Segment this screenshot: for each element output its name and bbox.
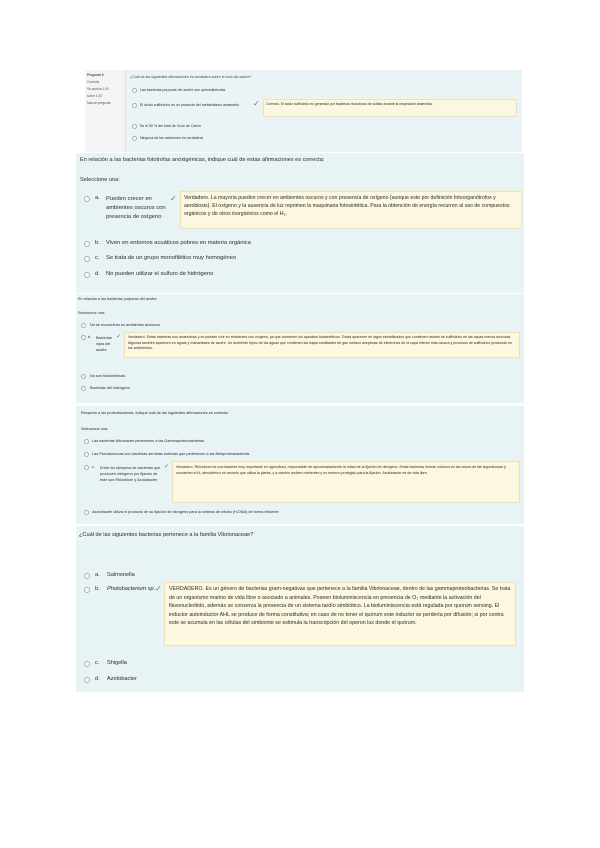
option-letter: b.: [95, 586, 100, 592]
option-b[interactable]: Las Pseudomonas son bacterias aerobias estrictas que pertenecen a las Betaproteobacterias: [92, 452, 250, 456]
feedback-box: [180, 191, 522, 229]
select-label: Seleccione una:: [80, 177, 120, 183]
option-d[interactable]: Azotobacter: [107, 676, 137, 682]
option-d[interactable]: Bacterias del hidrógeno: [90, 386, 130, 390]
option-radio[interactable]: [84, 196, 90, 202]
option-radio[interactable]: [84, 439, 89, 444]
feedback-box: [124, 332, 520, 358]
option-radio[interactable]: [84, 661, 90, 667]
question-info-panel: [85, 70, 126, 152]
option-a[interactable]: Salmonella: [107, 572, 135, 578]
question-prompt: ¿Cuál de las siguientes afirmaciones es verdadera sobre el ciclo del azufre?: [130, 75, 252, 79]
question-prompt: ¿Cuál de las siguientes bacterias pertenece a la familia Vibrionaceae?: [79, 532, 254, 538]
option-radio[interactable]: [132, 124, 137, 129]
option-radio[interactable]: [132, 88, 137, 93]
select-label: Seleccione una:: [81, 427, 109, 431]
feedback-box: [263, 99, 517, 117]
question-score-max: sobre 1,00: [87, 94, 103, 98]
question-block-5: [76, 526, 524, 692]
question-prompt: Respecto a las proteobacterias, indique cuál de las siguientes afirmaciones es correcta:: [81, 411, 229, 415]
option-radio[interactable]: [81, 386, 86, 391]
question-block-1: [85, 70, 522, 152]
question-prompt: En relación a las bacterias fototrofas anoxigénicas, indique cuál de estas afirmaciones es correcta:: [80, 157, 325, 163]
feedback-box: [164, 582, 516, 646]
feedback-text: Correcto. El ácido sulfhídrico es generado por bacterias reductoras de sulfato durante la respiración anaerobia.: [266, 102, 433, 106]
option-radio[interactable]: [84, 452, 89, 457]
option-radio[interactable]: [132, 103, 137, 108]
question-block-3: [76, 294, 524, 403]
option-letter: a.: [95, 572, 100, 578]
option-letter: c.: [95, 255, 100, 261]
feedback-text: Verdadero. La mayoría pueden crecer en ambientes oscuros y con presencia de oxígeno (aunque este por definición fotoorganótrofos y aerobiosis). El oxígeno y la ausencia de luz reprimen la maquinaria fotosintética. Para la obtención de energía recurren al uso de compuestos orgánicos y de otros inorgánicos como el H₂.: [184, 195, 510, 218]
option-d[interactable]: No pueden utilizar el sulfuro de hidrógeno: [106, 271, 214, 277]
correct-check-icon: ✓: [116, 334, 122, 340]
option-b[interactable]: Bacterias rojas del azufre: [96, 336, 112, 352]
option-b[interactable]: Photobacterium sp.: [107, 586, 156, 592]
option-letter: c.: [95, 660, 100, 666]
option-c[interactable]: Entre los ejemplos de bacterias que producen nitrógeno por fijación de este son Rhizobium y Azotobacter: [100, 466, 161, 482]
question-prompt: En relación a las bacterias púrpuras del azufre:: [78, 297, 158, 301]
option-radio[interactable]: [84, 510, 89, 515]
option-radio[interactable]: [84, 587, 90, 593]
option-radio[interactable]: [84, 573, 90, 579]
question-block-2: [76, 153, 524, 293]
option-radio[interactable]: [84, 465, 89, 470]
option-letter: d.: [95, 271, 100, 277]
option-c[interactable]: Se trata de un grupo monofilético muy homogéneo: [106, 255, 237, 261]
question-block-4: [76, 406, 524, 524]
option-c[interactable]: Es el 50 % del total de Ciclo de Calvin: [140, 124, 201, 128]
option-radio[interactable]: [84, 272, 90, 278]
option-a[interactable]: Las bacterias púrpuras del azufre son quimiolitótrofas: [140, 88, 226, 92]
option-letter: b.: [88, 335, 92, 339]
correct-check-icon: ✓: [170, 194, 177, 203]
correct-check-icon: ✓: [155, 584, 162, 593]
option-b[interactable]: Viven en entornos acuáticos pobres en materia orgánica: [106, 240, 251, 246]
correct-check-icon: ✓: [253, 99, 260, 108]
option-radio[interactable]: [81, 374, 86, 379]
feedback-box: [172, 461, 520, 503]
correct-check-icon: ✓: [164, 464, 170, 470]
select-label: Seleccione una:: [78, 311, 106, 315]
option-d[interactable]: Ninguna de las anteriores es verdadera: [140, 136, 203, 140]
option-radio[interactable]: [132, 136, 137, 141]
option-letter: d.: [95, 676, 100, 682]
option-letter: a.: [95, 195, 100, 201]
option-a[interactable]: No se encuentran en ambientes anóxicos: [90, 323, 160, 327]
option-a[interactable]: Pueden crecer en ambientes oscuros con presencia de oxígeno: [106, 196, 166, 220]
option-radio[interactable]: [81, 335, 86, 340]
option-letter: b.: [95, 240, 100, 246]
feedback-text: VERDADERO. Es un género de bacterias gram-negativas que pertenece a la familia Vibrionaceae, dentro de las gammaproteobacterias. Se trata de un organismo marino de vida libre o asociado a animales. Poseen bioluminiscencia en presencia de O₂ mediante la activación del flavonucleótido, además se conserva la presencia de un sistema tardío simbiótico. La bioluminiscencia está regulada por quorum sensing. El inductor autoinductor AHL se produce de forma constitutiva; en caso de no tener el quórum este inductor se perdería por difusión; si por contra este se acumula en las células del simbionte se estimula la transcripción del operon lux donde el quórum.: [169, 586, 511, 627]
option-radio[interactable]: [81, 323, 86, 328]
question-number: Pregunta 8: [87, 73, 104, 77]
option-d[interactable]: Azotobacter utiliza el producto de su fijación de nitrógeno para la síntesis de nitrato (H-DNA) de forma eficiente: [92, 510, 279, 514]
option-c[interactable]: Shigella: [107, 660, 127, 666]
question-score: Se puntúa 1,00: [87, 87, 109, 91]
option-b[interactable]: El ácido sulfhídrico es un producto del metabolismo anaerobio: [140, 103, 240, 107]
question-state: Correcta: [87, 80, 100, 84]
option-c[interactable]: No son fotosintéticas: [90, 374, 126, 378]
feedback-text: Verdadero. Rhizobium es una bacteria muy importante en agricultura, responsable de aproximadamente la mitad de la fijación de nitrógeno. Estas bacterias forman nódulos en las raíces de las leguminosas y convierten el N₂ atmosférico en amonio que utiliza la planta, y a cambio reciben nutrientes y un entorno protegido para la fijación. Azotobacter es de vida libre.: [176, 465, 506, 475]
option-radio[interactable]: [84, 677, 90, 683]
option-a[interactable]: Las bacterias Nitrobacter pertenecen a las Gammaproteobacterias: [92, 439, 205, 443]
flag-question-link[interactable]: Marcar pregunta: [87, 101, 111, 105]
option-radio[interactable]: [84, 256, 90, 262]
option-letter: c.: [92, 465, 95, 469]
option-radio[interactable]: [84, 241, 90, 247]
feedback-text: Verdadero. Estas bacterias son anaerobias y se pueden vivir en ambientes con oxígeno, ya que contienen los aparatos fotosintéticos. Todas aparecen en lagos estratificados que contienen niveles de sulfhídrico en las capas menos anóxicas. Algunas también aparecen en aguas y manantiales de azufre. Un ambiente típico de las aguas que contienen las bajas cantidades de gas metano aceptoras de electrones de la capa inferior más oscura y procesos de sulfhídrico producido en los sedimentos.: [128, 335, 512, 351]
